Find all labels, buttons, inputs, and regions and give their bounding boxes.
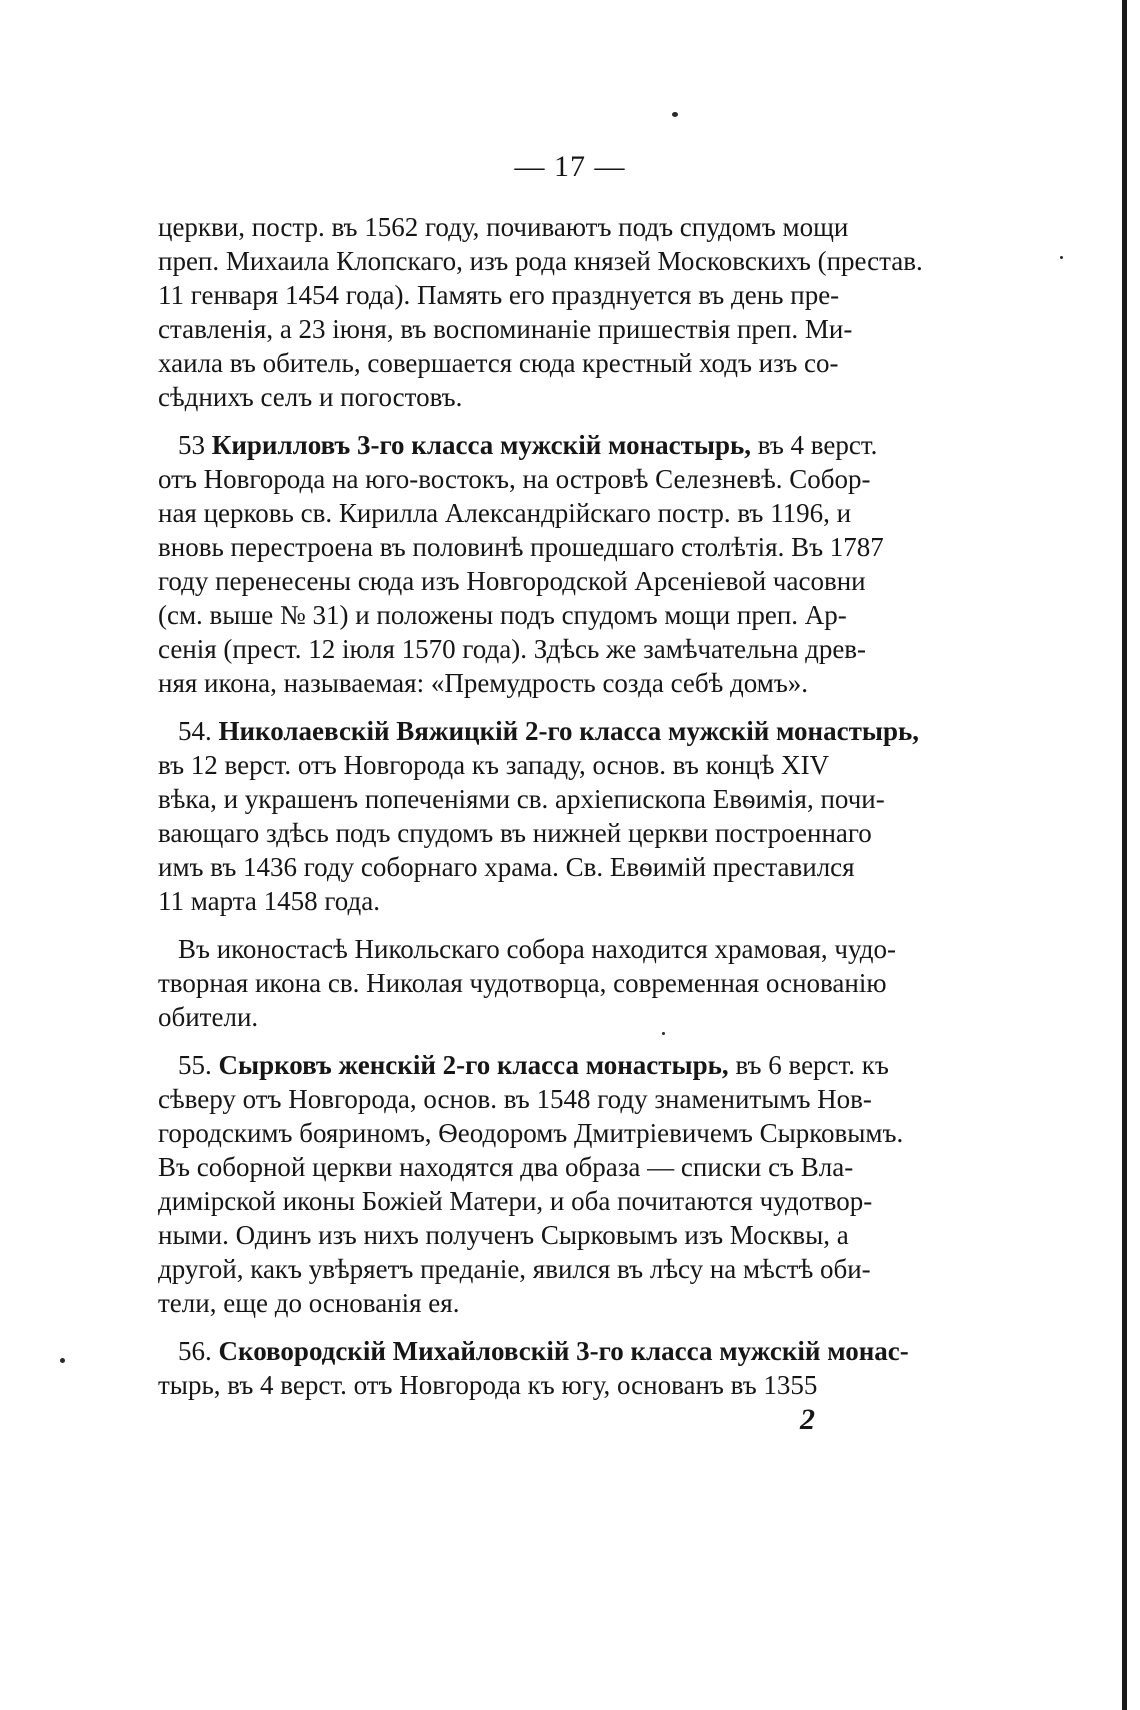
entry-55 xyxy=(158,1048,924,1320)
entry-title: Кирилловъ 3-го класса мужскій монастырь, xyxy=(211,430,751,460)
text-line: тели, еще до основанія ея. xyxy=(158,1288,460,1318)
paragraph-continuation xyxy=(158,210,924,414)
text-line: въ 12 верст. отъ Новгорода къ западу, основ. въ концѣ XIV xyxy=(158,750,830,780)
entry-title: Сырковъ женскій 2-го класса монастырь, xyxy=(218,1050,729,1080)
signature-mark: 2 xyxy=(800,1403,815,1436)
text-line: 11 марта 1458 года. xyxy=(158,886,380,916)
scan-speck xyxy=(662,1032,665,1035)
text-line: димірской иконы Божіей Матери, и оба почитаются чудотвор- xyxy=(158,1186,873,1216)
entry-title: Николаевскій Вяжицкій 2-го класса мужскій монастырь, xyxy=(218,716,919,746)
text-line: ная церковь св. Кирилла Александрійскаго постр. въ 1196, и xyxy=(158,498,852,528)
text-line: Въ соборной церкви находятся два образа — списки съ Вла- xyxy=(158,1152,854,1182)
text-line: тырь, въ 4 верст. отъ Новгорода къ югу, основанъ въ 1355 xyxy=(158,1370,818,1400)
text-line: вающаго здѣсь подъ спудомъ въ нижней церкви построеннаго xyxy=(158,818,872,848)
text-line: вѣка, и украшенъ попеченіями св. архіепископа Евѳимія, почи- xyxy=(158,784,885,814)
text-line: няя икона, называемая: «Премудрость созда себѣ домъ». xyxy=(158,668,809,698)
paragraph-icon-note xyxy=(158,932,924,1034)
text-line: ными. Одинъ изъ нихъ полученъ Сырковымъ изъ Москвы, а xyxy=(158,1220,849,1250)
entry-number: 53 xyxy=(178,430,205,460)
scan-speck xyxy=(60,1358,65,1363)
text-line: въ 6 верст. къ xyxy=(735,1050,889,1080)
text-line: въ 4 верст. xyxy=(757,430,878,460)
entry-54 xyxy=(158,714,924,918)
text-line: преп. Михаила Клопскаго, изъ рода князей Московскихъ (престав. xyxy=(158,246,923,276)
body-text xyxy=(158,210,924,1402)
text-line: творная икона св. Николая чудотворца, современная основанію xyxy=(158,968,887,998)
entry-53 xyxy=(158,428,924,700)
text-line: 11 генваря 1454 года). Память его празднуется въ день пре- xyxy=(158,280,840,310)
text-line: вновь перестроена въ половинѣ прошедшаго столѣтія. Въ 1787 xyxy=(158,532,884,562)
text-line: (см. выше № 31) и положены подъ спудомъ мощи преп. Ар- xyxy=(158,600,847,630)
text-line: обители. xyxy=(158,1002,259,1032)
page-edge-rule xyxy=(1122,0,1127,1710)
entry-number: 55. xyxy=(178,1050,212,1080)
entry-number: 54. xyxy=(178,716,212,746)
scan-speck xyxy=(1060,256,1063,259)
text-line: хаила въ обитель, совершается сюда крестный ходъ изъ со- xyxy=(158,348,839,378)
text-line: году перенесены сюда изъ Новгородской Арсеніевой часовни xyxy=(158,566,866,596)
entry-title: Сковородскій Михайловскій 3-го класса мужскій монас- xyxy=(218,1336,909,1366)
text-line: имъ въ 1436 году соборнаго храма. Св. Евѳимій преставился xyxy=(158,852,855,882)
text-line: церкви, постр. въ 1562 году, почиваютъ подъ спудомъ мощи xyxy=(158,212,849,242)
text-line: другой, какъ увѣряетъ преданіе, явился въ лѣсу на мѣстѣ оби- xyxy=(158,1254,871,1284)
text-line: сенія (прест. 12 іюля 1570 года). Здѣсь же замѣчательна древ- xyxy=(158,634,867,664)
entry-56 xyxy=(158,1334,924,1402)
text-line: отъ Новгорода на юго-востокъ, на островѣ Селезневѣ. Собор- xyxy=(158,464,871,494)
text-line: городскимъ бояриномъ, Ѳеодоромъ Дмитріевичемъ Сырковымъ. xyxy=(158,1118,904,1148)
text-line: Въ иконостасѣ Никольскаго собора находится храмовая, чудо- xyxy=(178,934,897,964)
entry-number: 56. xyxy=(178,1336,212,1366)
text-line: сѣверу отъ Новгорода, основ. въ 1548 году знаменитымъ Нов- xyxy=(158,1084,872,1114)
scan-speck xyxy=(672,112,678,117)
page-number: — 17 — xyxy=(514,150,626,183)
text-line: сѣднихъ селъ и погостовъ. xyxy=(158,382,463,412)
text-line: ставленія, а 23 іюня, въ воспоминаніе пришествія преп. Ми- xyxy=(158,314,853,344)
